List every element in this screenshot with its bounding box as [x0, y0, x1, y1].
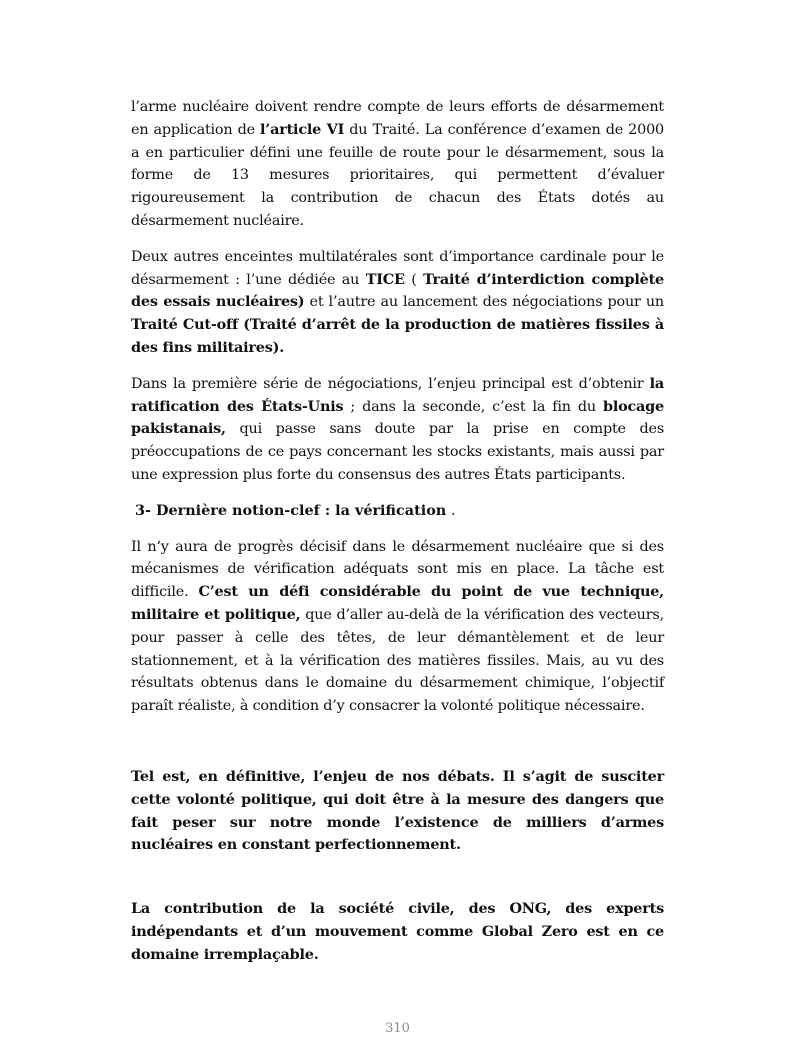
bold-run: la ratification des États-Unis	[131, 374, 664, 415]
text-run: Deux autres enceintes multilatérales sont d’importance cardinale pour le désarmement : l’une dédiée au	[131, 248, 664, 288]
paragraph-multilateral-forums	[131, 246, 664, 360]
bold-run: C’est un défi considérable du point de vue technique, militaire et politique,	[131, 583, 664, 623]
spacer	[131, 870, 664, 898]
spacer	[131, 731, 664, 766]
bold-run: blocage pakistanais,	[131, 397, 664, 438]
text-run: qui passe sans doute par la prise en compte des préoccupations de ce pays concernant les stocks existants, mais aussi par une expression plus forte du consensus des autres États participants.	[131, 421, 664, 483]
text-run: ; dans la seconde, c’est la fin du	[343, 398, 603, 415]
bold-run: Traité d’interdiction complète des essais nucléaires)	[131, 270, 664, 311]
text-run: et l’autre au lancement des négociations pour un	[304, 294, 664, 311]
paragraph-civil-society: La contribution de la société civile, des ONG, des experts indépendants et d’un mouvement comme Global Zero est en ce domaine irremplaçable.	[131, 900, 664, 963]
text-run: du Traité. La conférence d’examen de 2000 a en particulier défini une feuille de route pour le désarmement, sous la forme de 13 mesures prioritaires, qui permettent d’évaluer rigoureusement la contribution de chacun des États dotés au désarmement nucléaire.	[131, 121, 664, 229]
paragraph-verification	[131, 536, 664, 718]
text-run: (	[404, 271, 424, 288]
paragraph-conclusion: Tel est, en définitive, l’enjeu de nos débats. Il s’agit de susciter cette volonté politique, qui doit être à la mesure des dangers que fait peser sur notre monde l’existence de milliers d’armes nucléaires en constant perfectionnement.	[131, 767, 664, 854]
bold-run: Traité Cut-off (Traité d’arrêt de la production de matières fissiles à des fins militaires).	[131, 316, 664, 356]
heading-tail: .	[446, 502, 456, 519]
bold-run: l’article VI	[260, 120, 345, 138]
text-run: que d’aller au-delà de la vérification des vecteurs, pour passer à celle des têtes, de leur démantèlement et de leur stationnement, et à la vérification des matières fissiles. Mais, au vu des résultats obtenus dans le domaine du désarmement chimique, l’objectif paraît réaliste, à condition d’y consacrer la volonté politique nécessaire.	[131, 606, 664, 715]
page-number: 310	[385, 1021, 410, 1036]
section-heading-verification	[135, 500, 664, 523]
text-run: l’arme nucléaire doivent rendre compte de leurs efforts de désarmement en application de	[131, 99, 664, 138]
document-body	[131, 96, 664, 980]
paragraph-negotiations	[131, 373, 664, 487]
text-run: Dans la première série de négociations, l’enjeu principal est d’obtenir	[131, 375, 650, 392]
paragraph-article-vi	[131, 96, 664, 233]
bold-run: TICE	[365, 270, 405, 288]
text-run: Il n‘y aura de progrès décisif dans le désarmement nucléaire que si des mécanismes de vérification adéquats sont mis en place. La tâche est difficile.	[131, 538, 664, 601]
heading-text: 3- Dernière notion-clef : la vérification	[135, 501, 447, 519]
